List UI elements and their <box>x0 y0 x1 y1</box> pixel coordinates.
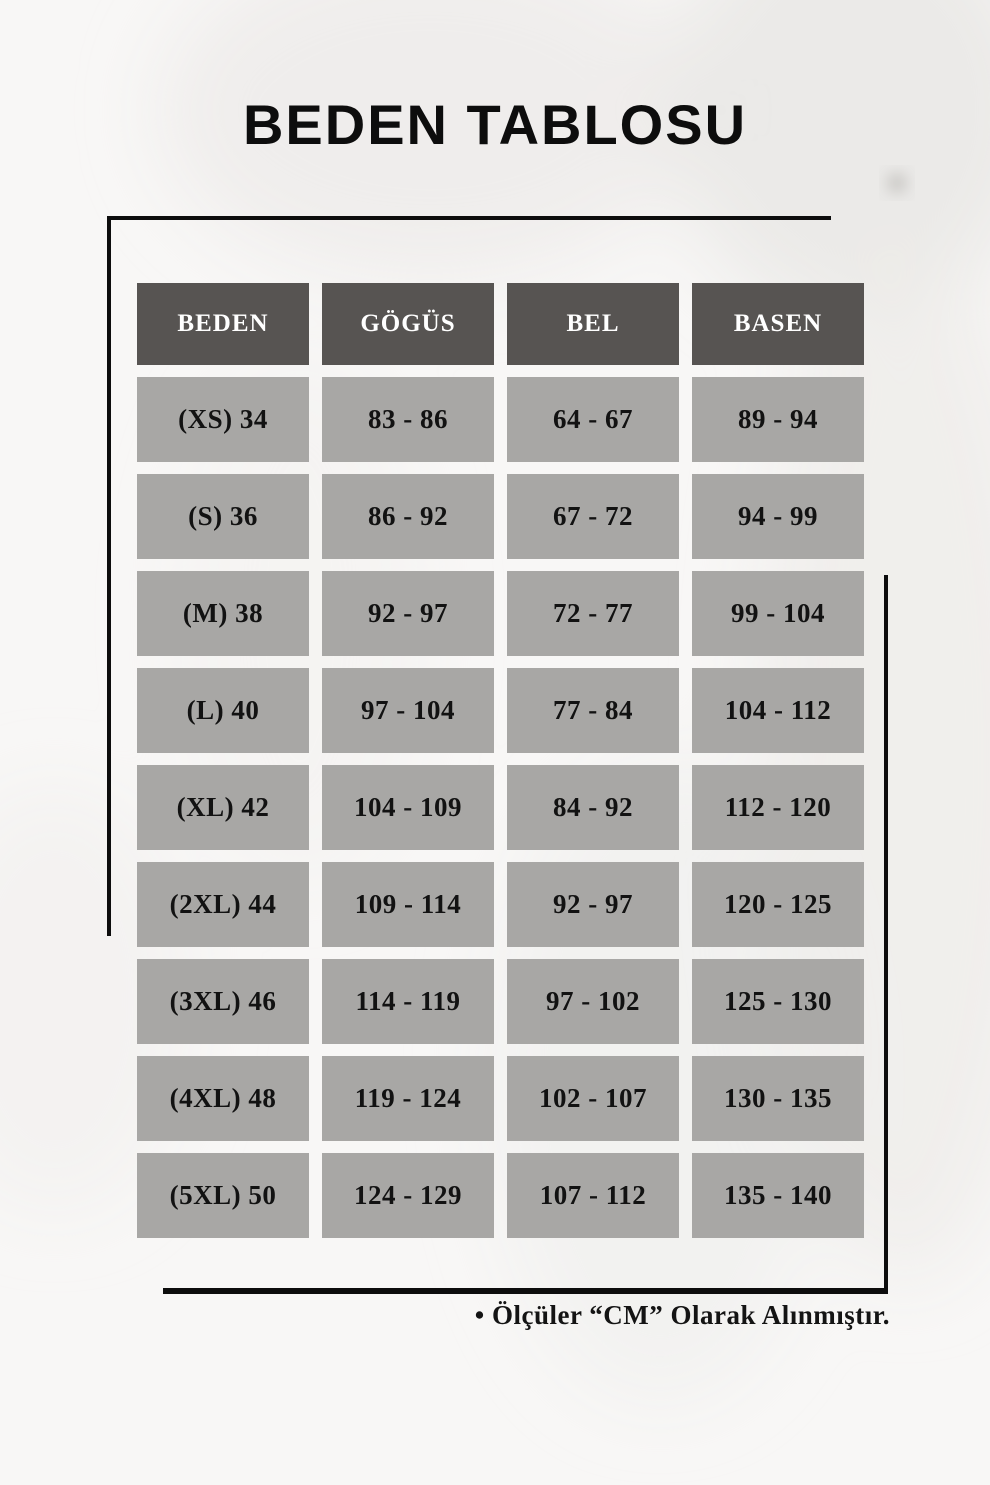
measure-cell: 67 - 72 <box>507 474 679 559</box>
size-cell: (2XL) 44 <box>137 862 309 947</box>
size-cell: (5XL) 50 <box>137 1153 309 1238</box>
measure-cell: 84 - 92 <box>507 765 679 850</box>
page-title: BEDEN TABLOSU <box>242 93 748 156</box>
measure-cell: 97 - 104 <box>322 668 494 753</box>
measure-cell: 89 - 94 <box>692 377 864 462</box>
measure-cell: 135 - 140 <box>692 1153 864 1238</box>
measurement-note: • Ölçüler “CM” Olarak Alınmıştır. <box>474 1300 890 1330</box>
measure-cell: 64 - 67 <box>507 377 679 462</box>
size-cell: (S) 36 <box>137 474 309 559</box>
size-cell: (4XL) 48 <box>137 1056 309 1141</box>
measure-cell: 104 - 109 <box>322 765 494 850</box>
column-header-gogus: GÖGÜS <box>322 283 494 365</box>
size-cell: (3XL) 46 <box>137 959 309 1044</box>
column-header-beden: BEDEN <box>137 283 309 365</box>
measure-cell: 102 - 107 <box>507 1056 679 1141</box>
measure-cell: 92 - 97 <box>507 862 679 947</box>
size-cell: (XL) 42 <box>137 765 309 850</box>
size-cell: (M) 38 <box>137 571 309 656</box>
size-table <box>137 283 864 1238</box>
measure-cell: 97 - 102 <box>507 959 679 1044</box>
measure-cell: 124 - 129 <box>322 1153 494 1238</box>
measure-cell: 119 - 124 <box>322 1056 494 1141</box>
frame-top-line <box>110 216 831 220</box>
measure-cell: 130 - 135 <box>692 1056 864 1141</box>
measure-cell: 114 - 119 <box>322 959 494 1044</box>
size-cell: (XS) 34 <box>137 377 309 462</box>
column-header-basen: BASEN <box>692 283 864 365</box>
measure-cell: 86 - 92 <box>322 474 494 559</box>
measure-cell: 83 - 86 <box>322 377 494 462</box>
frame-left-line <box>107 216 111 936</box>
measure-cell: 125 - 130 <box>692 959 864 1044</box>
measure-cell: 120 - 125 <box>692 862 864 947</box>
measure-cell: 92 - 97 <box>322 571 494 656</box>
measure-cell: 109 - 114 <box>322 862 494 947</box>
size-cell: (L) 40 <box>137 668 309 753</box>
measure-cell: 112 - 120 <box>692 765 864 850</box>
measure-cell: 104 - 112 <box>692 668 864 753</box>
measure-cell: 94 - 99 <box>692 474 864 559</box>
column-header-bel: BEL <box>507 283 679 365</box>
measure-cell: 107 - 112 <box>507 1153 679 1238</box>
measure-cell: 72 - 77 <box>507 571 679 656</box>
frame-bottom-line <box>163 1288 888 1294</box>
measure-cell: 99 - 104 <box>692 571 864 656</box>
measure-cell: 77 - 84 <box>507 668 679 753</box>
frame-right-line <box>884 575 888 1293</box>
